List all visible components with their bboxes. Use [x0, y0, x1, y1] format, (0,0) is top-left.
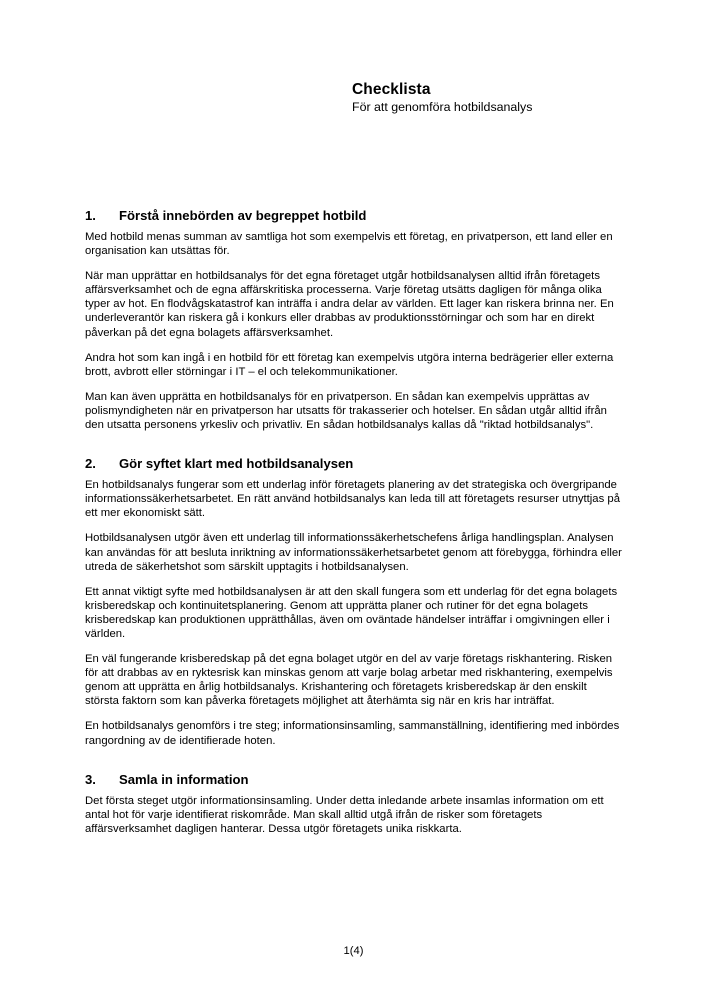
section-2: [85, 455, 623, 748]
document-subtitle: För att genomföra hotbildsanalys: [352, 100, 533, 115]
section-1-number: 1.: [85, 208, 96, 223]
section-3-heading: [85, 771, 623, 788]
paragraph: Ett annat viktigt syfte med hotbildsanalysen är att den skall fungera som ett underlag för det egna bolagets krisberedskap och kontinuitetsplanering. Genom att upprätta planer och rutiner för det egna bolagets krisberedskap kan produktionen upprätthållas, även om oväntade händelser inträffar i omgivningen eller i världen.: [85, 585, 618, 640]
section-2-heading: [85, 455, 623, 472]
paragraph: Hotbildsanalysen utgör även ett underlag till informationssäkerhetschefens årliga handlingsplan. Analysen kan användas för att besluta inriktning av informationssäkerhetsarbetet genom att förebygga, förhindra eller utreda de säkerhetshot som särskilt upptagits i hotbildsanalysen.: [85, 532, 622, 573]
paragraph: En hotbildsanalys genomförs i tre steg; informationsinsamling, sammanställning, identifiering med inbördes rangordning av de identifierade hoten.: [85, 720, 620, 747]
document-title: Checklista: [352, 81, 431, 98]
paragraph: Andra hot som kan ingå i en hotbild för ett företag kan exempelvis utgöra interna bedrägerier eller externa brott, avbrott eller störningar i IT – el och telekommunikationer.: [85, 351, 614, 378]
paragraph: En väl fungerande krisberedskap på det egna bolaget utgör en del av varje företags riskhantering. Risken för att drabbas av en ryktesrisk kan minskas genom att varje bolag arbetar med riskhantering, exempelvis genom att upprätta en årlig hotbildsanalys. Krishantering och företagets krisberedskap är den enskilt största faktorn som kan påverka företagets möjlighet att återhämta sig när en kris har inträffat.: [85, 653, 613, 708]
section-2-number: 2.: [85, 456, 96, 472]
section-1-title: Förstå innebörden av begreppet hotbild: [119, 208, 367, 223]
paragraph: Det första steget utgör informationsinsamling. Under detta inledande arbete insamlas information om ett antal hot för varje identifierat riskområde. Man skall alltid utgå ifrån de risker som företagets affärsverksamhet dagligen hanterar. Dessa utgör företagets unika riskkarta.: [85, 794, 604, 835]
paragraph: Man kan även upprätta en hotbildsanalys för en privatperson. En sådan kan exempelvis upprättas av polismyndigheten när en privatperson har utsatts för trakasserier och hotelser. En sådan utgår alltid ifrån den utsatta personens yrkesliv och privatliv. En sådan hotbildsanalys kallas då "riktad hotbildsanalys".: [85, 390, 607, 432]
section-3: [85, 771, 623, 836]
paragraph: En hotbildsanalys fungerar som ett underlag inför företagets planering av det strategiska och övergripande informationssäkerhetsarbetet. En rätt använd hotbildsanalys kan leda till att företagets resurser utnyttjas på ett mer ekonomiskt sätt.: [85, 479, 620, 520]
section-1: [85, 207, 623, 432]
section-2-title: Gör syftet klart med hotbildsanalysen: [119, 456, 354, 472]
document-header: [352, 80, 652, 116]
section-3-title: Samla in information: [119, 771, 249, 787]
section-1-heading: [85, 207, 623, 224]
section-3-number: 3.: [85, 771, 96, 787]
page-number: 1(4): [343, 945, 364, 957]
paragraph: När man upprättar en hotbildsanalys för det egna företaget utgår hotbildsanalysen alltid ifrån företagets affärsverksamhet och de egna affärskritiska processerna. Varje företag utsätts dagligen för många olika typer av hot. En flodvågskatastrof kan inträffa i andra delar av världen. Ett lager kan riskera brinna ner. En underleverantör kan riskera gå i konkurs eller drabbas av produktionsstörningar och som har en direkt påverkan på det egna bolagets affärsverksamhet.: [85, 270, 614, 339]
document-body: [85, 207, 623, 836]
page-footer: [0, 941, 707, 959]
paragraph: Med hotbild menas summan av samtliga hot som exempelvis ett företag, en privatperson, ett land eller en organisation kan utsättas för.: [85, 231, 613, 258]
